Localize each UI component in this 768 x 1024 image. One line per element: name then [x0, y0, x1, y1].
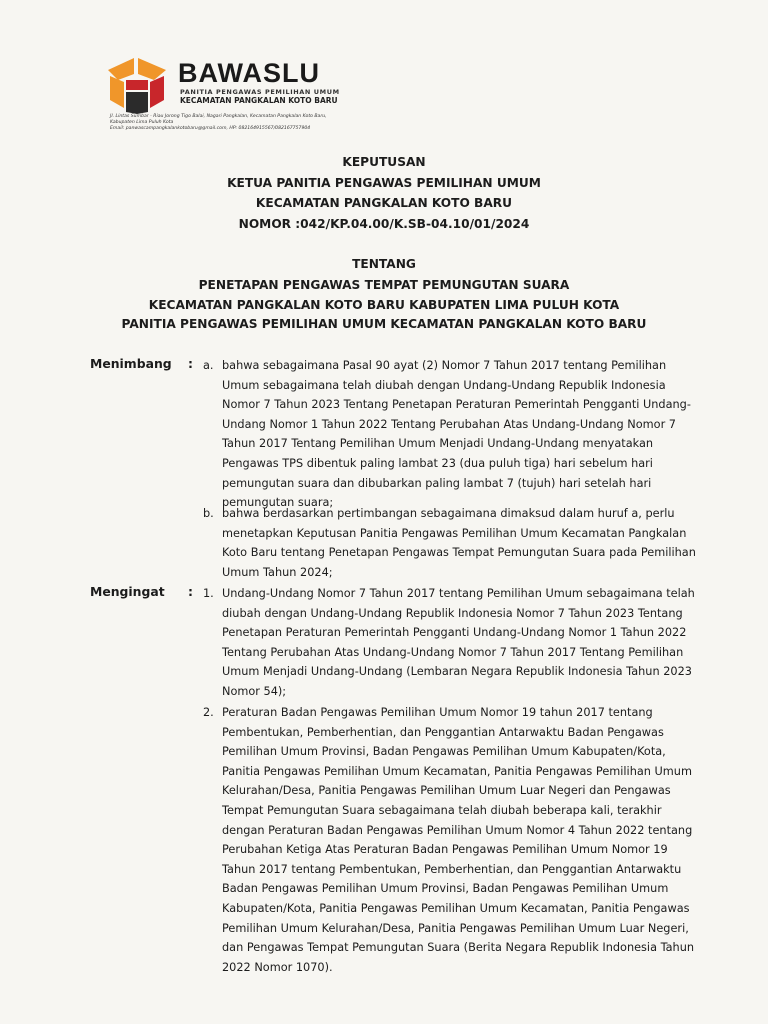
section-colon: :: [188, 356, 193, 371]
decree-number: NOMOR :042/KP.04.00/K.SB-04.10/01/2024: [238, 216, 530, 231]
title-district: KECAMATAN PANGKALAN KOTO BARU: [255, 196, 513, 210]
text-line: Penetapan Peraturan Pemerintah Pengganti Undang-Undang Nomor 1 Tahun 2022: [222, 626, 687, 640]
address-line: Jl. Lintas Sumbar - Riau Jorong Tigo Balai, Nagari Pangkalan, Kecamatan Pangkalan Koto Baru,: [110, 114, 327, 119]
text-line: pemungutan suara;: [222, 496, 334, 510]
item-text: [222, 504, 698, 582]
text-line: Kelurahan/Desa, Panitia Pengawas Pemilihan Umum Luar Negeri dan Pengawas: [222, 784, 671, 798]
org-name: BAWASLU: [178, 58, 320, 88]
contact-line: Email: panwascampangkalankotobaru@gmail.com, HP: 082164915567/082167757904: [110, 126, 311, 132]
section-label: Menimbang: [90, 356, 172, 371]
title-subject: PENETAPAN PENGAWAS TEMPAT PEMUNGUTAN SUARA: [198, 277, 570, 292]
text-line: Pengawas TPS dibentuk paling lambat 23 (dua puluh tiga) hari sebelum hari: [222, 456, 653, 470]
text-line: Undang-Undang Nomor 7 Tahun 2017 tentang Pemilihan Umum sebagaimana telah: [222, 587, 695, 600]
item-number: 2.: [203, 706, 214, 719]
item-text: [222, 584, 698, 702]
text-line: Panitia Pengawas Pemilihan Umum Kecamatan, Panitia Pengawas Pemilihan Umum: [222, 764, 692, 778]
title-keputusan: KEPUTUSAN: [342, 155, 426, 169]
title-official: KETUA PANITIA PENGAWAS PEMILIHAN UMUM: [227, 175, 541, 190]
item-text: [222, 356, 698, 513]
title-subject-region: KECAMATAN PANGKALAN KOTO BARU KABUPATEN LIMA PULUH KOTA: [148, 298, 620, 312]
text-line: Tahun 2017 tentang Pembentukan, Pemberhentian, dan Penggantian Antarwaktu: [222, 862, 682, 876]
item-number: b.: [203, 507, 214, 520]
bawaslu-logo: [104, 56, 170, 114]
text-line: Perubahan Ketiga Atas Peraturan Badan Pengawas Pemilihan Umum Nomor 19: [222, 843, 668, 857]
text-line: Pembentukan, Pemberhentian, dan Penggantian Antarwaktu Badan Pengawas: [222, 725, 664, 739]
text-line: pemungutan suara dan dibubarkan paling lambat 7 (tujuh) hari setelah hari: [222, 476, 652, 490]
text-line: Badan Pengawas Pemilihan Umum Provinsi, Badan Pengawas Pemilihan Umum: [222, 882, 669, 896]
text-line: Umum Tahun 2024;: [222, 565, 333, 579]
text-line: Koto Baru tentang Penetapan Pengawas Tempat Pemungutan Suara pada Pemilihan: [222, 546, 696, 560]
item-text: [222, 703, 698, 977]
text-line: dengan Peraturan Badan Pengawas Pemilihan Umum Nomor 4 Tahun 2022 tentang: [222, 823, 693, 837]
address-line: Kabupaten Lima Puluh Kota: [110, 120, 174, 126]
text-line: Peraturan Badan Pengawas Pemilihan Umum Nomor 19 tahun 2017 tentang: [222, 706, 653, 719]
item-number: a.: [203, 359, 214, 372]
text-line: Kabupaten/Kota, Panitia Pengawas Pemilihan Umum Kecamatan, Panitia Pengawas: [222, 901, 690, 915]
text-line: dan Pengawas Tempat Pemungutan Suara (Berita Negara Republik Indonesia Tahun: [222, 941, 695, 955]
text-line: bahwa sebagaimana Pasal 90 ayat (2) Nomor 7 Tahun 2017 tentang Pemilihan: [222, 359, 667, 372]
section-label: Mengingat: [90, 584, 165, 599]
org-subtitle: PANITIA PENGAWAS PEMILIHAN UMUM: [180, 88, 340, 96]
org-district: KECAMATAN PANGKALAN KOTO BARU: [180, 96, 338, 105]
decree-title: [0, 152, 768, 316]
item-number: 1.: [203, 587, 214, 600]
issuing-committee: PANITIA PENGAWAS PEMILIHAN UMUM KECAMATAN PANGKALAN KOTO BARU: [121, 317, 647, 331]
text-line: diubah dengan Undang-Undang Republik Indonesia Nomor 7 Tahun 2023 Tentang: [222, 606, 683, 620]
text-line: 2022 Nomor 1070).: [222, 960, 333, 974]
letterhead: [104, 52, 404, 144]
text-line: Nomor 54);: [222, 684, 287, 698]
text-line: Tentang Perubahan Atas Undang-Undang Nomor 7 Tahun 2017 Tentang Pemilihan: [222, 645, 684, 659]
text-line: Pemilihan Umum Provinsi, Badan Pengawas Pemilihan Umum Kabupaten/Kota,: [222, 745, 666, 759]
text-line: Pemilihan Umum Kelurahan/Desa, Panitia Pengawas Pemilihan Umum Luar Negeri,: [222, 921, 689, 935]
text-line: Umum sebagaimana telah diubah dengan Undang-Undang Republik Indonesia: [222, 378, 666, 392]
text-line: bahwa berdasarkan pertimbangan sebagaimana dimaksud dalam huruf a, perlu: [222, 507, 675, 520]
text-line: Undang Nomor 1 Tahun 2022 Tentang Perubahan Atas Undang-Undang Nomor 7: [222, 417, 676, 431]
section-colon: :: [188, 584, 193, 599]
text-line: menetapkan Keputusan Panitia Pengawas Pemilihan Umum Kecamatan Pangkalan: [222, 526, 687, 540]
title-tentang: TENTANG: [352, 257, 416, 271]
text-line: Tempat Pemungutan Suara sebagaimana telah diubah beberapa kali, terakhir: [222, 803, 662, 817]
address-block: [110, 114, 370, 133]
text-line: Umum Menjadi Undang-Undang (Lembaran Negara Republik Indonesia Tahun 2023: [222, 665, 692, 679]
text-line: Nomor 7 Tahun 2023 Tentang Penetapan Peraturan Pemerintah Pengganti Undang-: [222, 398, 691, 412]
text-line: Tahun 2017 Tentang Pemilihan Umum Menjadi Undang-Undang menyatakan: [222, 437, 654, 451]
